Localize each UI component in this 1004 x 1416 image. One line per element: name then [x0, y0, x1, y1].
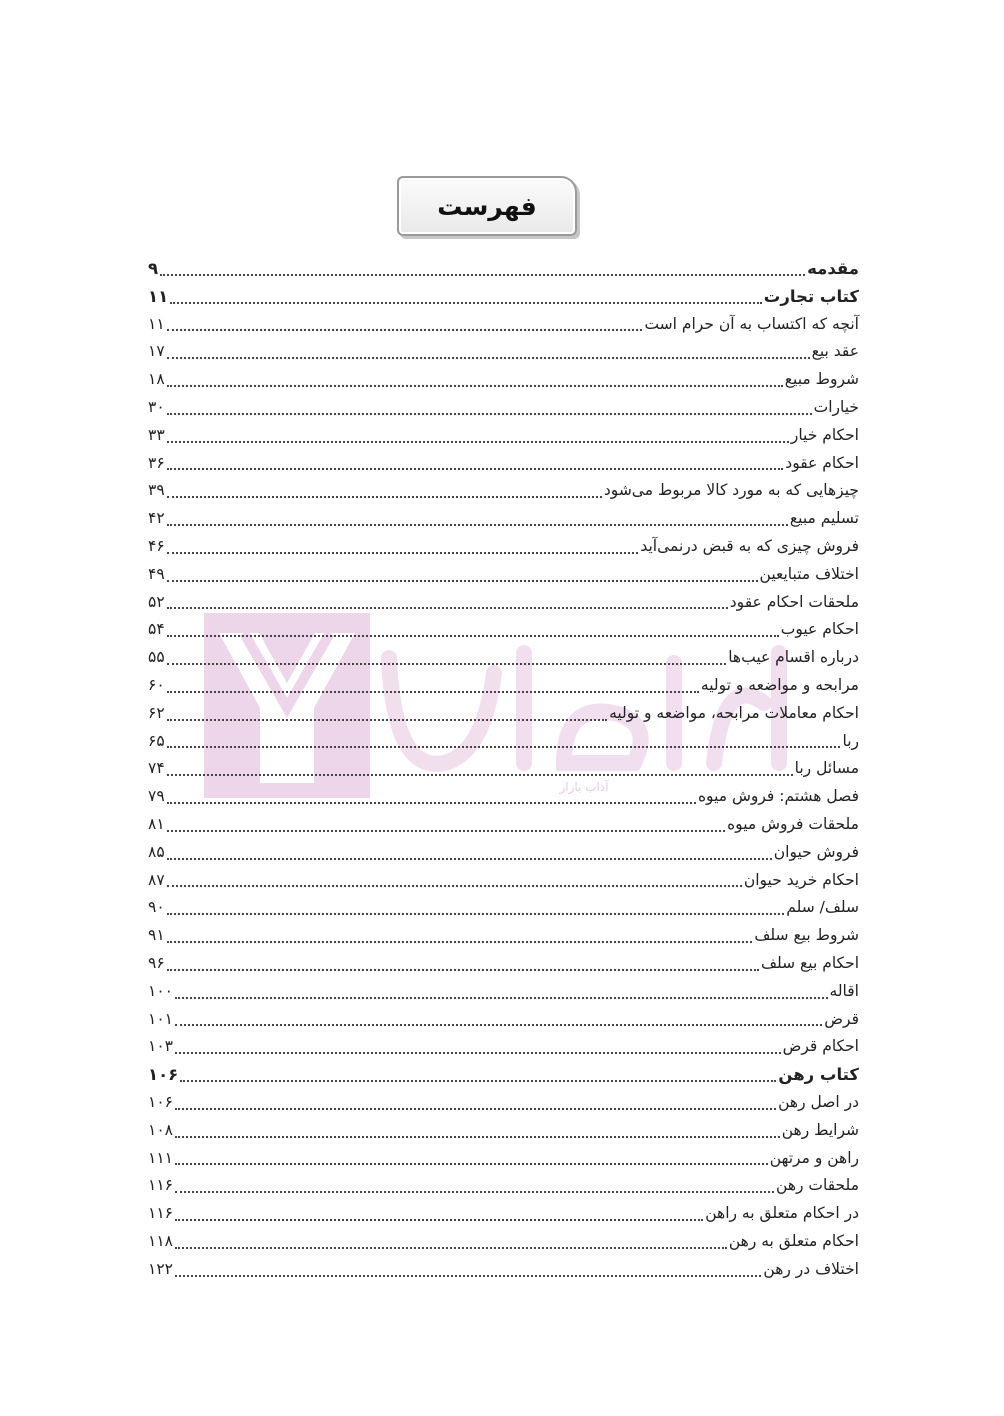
toc-leader-dots [167, 552, 639, 554]
toc-entry-page: ۶۵ [148, 731, 165, 750]
toc-entry-page: ۶۰ [148, 675, 165, 694]
toc-entry-page: ۸۵ [148, 842, 165, 861]
toc-entry [148, 422, 859, 450]
toc-leader-dots [167, 858, 772, 860]
toc-entry-page: ۱۱۸ [148, 1231, 173, 1250]
toc-leader-dots [167, 385, 783, 387]
toc-leader-dots [160, 274, 805, 276]
toc-entry-title: شروط مبیع [784, 370, 859, 389]
toc-entry-page: ۹۶ [148, 953, 165, 972]
toc-leader-dots [167, 468, 784, 470]
toc-leader-dots [170, 302, 762, 304]
toc-leader-dots [175, 1108, 776, 1110]
toc-entry-title: مقدمه [807, 259, 859, 278]
toc-entry [148, 589, 859, 617]
toc-leader-dots [167, 969, 759, 971]
toc-entry-page: ۵۵ [148, 648, 165, 667]
toc-entry-page: ۱۰۳ [148, 1037, 173, 1056]
toc-entry [148, 1089, 859, 1117]
toc-entry-title: شروط بیع سلف [754, 926, 859, 945]
toc-leader-dots [167, 635, 779, 637]
toc-entry [148, 728, 859, 756]
toc-entry [148, 561, 859, 589]
toc-entry-page: ۳۰ [148, 397, 165, 416]
toc-leader-dots [167, 941, 753, 943]
toc-entry-title: احکام خرید حیوان [743, 870, 859, 889]
watermark-text: آداب بازار [559, 780, 609, 794]
toc-entry [148, 1006, 859, 1034]
toc-entry-title: قرض [824, 1009, 859, 1028]
toc-entry-title: ملحقات فروش میوه [727, 814, 859, 833]
toc-leader-dots [175, 1191, 774, 1193]
toc-entry [148, 283, 859, 311]
toc-entry [148, 700, 859, 728]
toc-entry-page: ۱۰۶ [148, 1065, 179, 1085]
toc-entry-title: کتاب تجارت [763, 286, 859, 306]
toc-entry-page: ۱۱ [148, 314, 165, 333]
toc-entry-page: ۱۸ [148, 370, 165, 389]
toc-leader-dots [167, 524, 788, 526]
table-of-contents [148, 255, 859, 1283]
toc-entry-title: احکام معاملات مرابحه، مواضعه و تولیه [609, 703, 859, 722]
toc-entry [148, 477, 859, 505]
toc-entry-title: سلف/ سلم [786, 898, 859, 917]
toc-entry [148, 1172, 859, 1200]
toc-entry-page: ۴۲ [148, 509, 165, 528]
toc-entry-title: احکام عیوب [780, 620, 859, 639]
toc-entry [148, 811, 859, 839]
toc-entry-page: ۱۰۶ [148, 1092, 173, 1111]
toc-entry-title: در اصل رهن [778, 1092, 859, 1111]
toc-leader-dots [175, 997, 828, 999]
toc-entry-page: ۱۱۱ [148, 1148, 173, 1167]
toc-entry [148, 1117, 859, 1145]
toc-entry-title: آنچه که اکتساب به آن حرام است [644, 314, 859, 333]
toc-leader-dots [167, 802, 696, 804]
toc-entry [148, 505, 859, 533]
toc-entry-title: ربا [842, 731, 859, 750]
toc-entry-page: ۸۷ [148, 870, 165, 889]
toc-leader-dots [167, 496, 602, 498]
toc-entry-page: ۳۹ [148, 481, 165, 500]
toc-entry [148, 1061, 859, 1089]
toc-entry-page: ۱۰۸ [148, 1120, 173, 1139]
toc-entry-page: ۴۶ [148, 536, 165, 555]
toc-leader-dots [167, 719, 607, 721]
toc-entry [148, 616, 859, 644]
toc-leader-dots [175, 1163, 768, 1165]
toc-entry-page: ۱۲۲ [148, 1259, 173, 1278]
toc-entry [148, 783, 859, 811]
toc-leader-dots [167, 830, 725, 832]
toc-entry [148, 366, 859, 394]
toc-entry-title: فروش چیزی که به قبض درنمی‌آید [640, 536, 859, 555]
toc-entry-title: احکام متعلق به رهن [728, 1231, 859, 1250]
toc-heading: فهرست [437, 191, 537, 221]
toc-entry-title: خیارات [813, 397, 859, 416]
toc-entry-page: ۳۶ [148, 453, 165, 472]
toc-entry [148, 394, 859, 422]
toc-entry-title: احکام خیار [790, 425, 859, 444]
toc-entry [148, 338, 859, 366]
toc-entry-title: اختلاف در رهن [763, 1259, 859, 1278]
toc-entry-title: درباره اقسام عیب‌ها [728, 648, 859, 667]
toc-entry-page: ۷۴ [148, 759, 165, 778]
toc-entry-title: احکام قرض [782, 1037, 859, 1056]
toc-leader-dots [167, 746, 841, 748]
toc-entry-title: کتاب رهن [778, 1065, 859, 1085]
toc-entry-page: ۳۳ [148, 425, 165, 444]
toc-entry-title: اختلاف متبایعین [759, 564, 859, 583]
toc-entry [148, 839, 859, 867]
toc-entry [148, 1228, 859, 1256]
toc-leader-dots [175, 1275, 761, 1277]
toc-entry [148, 755, 859, 783]
toc-leader-dots [167, 580, 758, 582]
toc-entry [148, 311, 859, 339]
toc-entry-page: ۹۰ [148, 898, 165, 917]
toc-entry-page: ۵۴ [148, 620, 165, 639]
toc-leader-dots [180, 1080, 776, 1082]
toc-entry-title: ملحقات رهن [776, 1176, 859, 1195]
toc-entry-title: مسائل ربا [794, 759, 859, 778]
toc-leader-dots [167, 329, 643, 331]
toc-leader-dots [167, 441, 789, 443]
toc-entry-title: اقاله [829, 981, 859, 1000]
toc-heading-box [397, 176, 577, 236]
toc-leader-dots [167, 607, 728, 609]
toc-entry-title: در احکام متعلق به راهن [705, 1204, 859, 1223]
toc-leader-dots [167, 413, 812, 415]
toc-leader-dots [167, 691, 699, 693]
toc-entry-page: ۱۰۱ [148, 1009, 173, 1028]
toc-entry-page: ۹۱ [148, 926, 165, 945]
toc-entry-page: ۱۱ [148, 286, 169, 306]
toc-leader-dots [175, 1219, 703, 1221]
toc-entry-title: شرایط رهن [781, 1120, 859, 1139]
toc-entry-title: ملحقات احکام عقود [729, 592, 859, 611]
toc-entry [148, 1033, 859, 1061]
toc-entry-page: ۱۰۰ [148, 981, 173, 1000]
toc-entry-page: ۱۱۶ [148, 1204, 173, 1223]
toc-entry [148, 1145, 859, 1173]
toc-leader-dots [167, 663, 727, 665]
toc-entry-page: ۱۱۶ [148, 1176, 173, 1195]
toc-entry-page: ۶۲ [148, 703, 165, 722]
toc-leader-dots [175, 1136, 780, 1138]
toc-entry-title: فروش حیوان [773, 842, 859, 861]
toc-leader-dots [175, 1024, 822, 1026]
toc-entry-title: تسلیم مبیع [789, 509, 859, 528]
toc-entry-page: ۵۲ [148, 592, 165, 611]
toc-entry-title: چیزهایی که به مورد کالا مربوط می‌شود [603, 481, 859, 500]
toc-entry-title: مرابحه و مواضعه و تولیه [700, 675, 859, 694]
toc-entry [148, 867, 859, 895]
toc-entry [148, 533, 859, 561]
toc-entry-title: فصل هشتم: فروش میوه [697, 787, 859, 806]
toc-entry [148, 255, 859, 283]
toc-entry-title: احکام عقود [785, 453, 859, 472]
toc-entry [148, 1256, 859, 1284]
toc-entry-page: ۹ [148, 259, 159, 278]
toc-entry [148, 894, 859, 922]
toc-entry [148, 922, 859, 950]
toc-entry [148, 1200, 859, 1228]
toc-leader-dots [175, 1247, 727, 1249]
toc-leader-dots [167, 913, 785, 915]
toc-leader-dots [175, 1052, 781, 1054]
toc-entry-title: راهن و مرتهن [769, 1148, 859, 1167]
toc-entry-title: احکام بیع سلف [760, 953, 859, 972]
toc-entry [148, 672, 859, 700]
toc-entry-title: عقد بیع [811, 342, 859, 361]
toc-entry-page: ۸۱ [148, 814, 165, 833]
toc-entry [148, 644, 859, 672]
toc-entry-page: ۱۷ [148, 342, 165, 361]
toc-leader-dots [167, 774, 793, 776]
toc-entry [148, 978, 859, 1006]
toc-leader-dots [167, 885, 742, 887]
toc-entry [148, 450, 859, 478]
toc-entry-page: ۴۹ [148, 564, 165, 583]
toc-leader-dots [167, 357, 810, 359]
toc-entry [148, 950, 859, 978]
toc-entry-page: ۷۹ [148, 787, 165, 806]
